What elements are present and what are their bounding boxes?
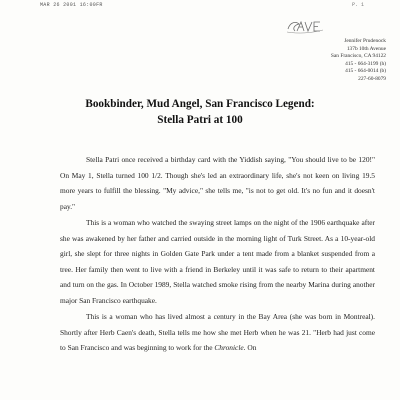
paragraph-1: Stella Patri once received a birthday card with the Yiddish saying, "You should live to be 120!" On May 1, Stella turned 100 1/2. Though she's led an extraordinary life, she's not keen on living 19.5 more years to fulfill the blessing. "My advice," she tells me, "is not to get old. It's no fun and it doesn't pay." xyxy=(60,155,375,211)
paragraph-3-text: This is a woman who has lived almost a century in the Bay Area (she was born in Montreal). Shortly after Herb Caen's death, Stella tells me how she met Herb when he was 21. "Herb had just come to San Francisco and was beginning to work for the xyxy=(60,312,375,352)
contact-name: Jennifer Prudenock xyxy=(344,38,386,44)
contact-phone-business: 415 - 664-0014 (b) xyxy=(345,68,386,75)
contact-block xyxy=(331,38,386,84)
contact-city: San Francisco, CA 94122 xyxy=(330,53,386,60)
paragraph-2: This is a woman who watched the swaying street lamps on the night of the 1906 earthquake after she was awakened by her father and carried outside in the morning light of Turk Street. As a 10-year-old girl, she slept for three nights in Golden Gate Park under a tent made from a blanket suspended from a tree. Her family then went to live with a friend in Berkeley until it was safe to return to their apartment and turn on the gas. In October 1989, Stella watched smoke rising from the nearby Marina during another major San Francisco earthquake. xyxy=(60,218,375,305)
contact-address: 137b 10th Avenue xyxy=(346,45,386,52)
contact-phone-extra: 227-60-8079 xyxy=(358,75,386,82)
fax-page-number: P. 1 xyxy=(352,2,365,8)
fax-header: MAR 26 2001 16:00FR xyxy=(40,2,103,8)
article-title xyxy=(0,97,400,128)
paragraph-3 xyxy=(60,309,375,356)
paragraph-3-publication: Chronicle xyxy=(214,343,244,352)
paragraph-3-end: . On xyxy=(243,343,257,352)
contact-phone-home: 415 - 664-3199 (h) xyxy=(345,60,386,67)
article-body xyxy=(60,152,375,356)
title-line-1: Bookbinder, Mud Angel, San Francisco Legend: xyxy=(85,98,315,110)
handwritten-save-stamp xyxy=(286,18,324,34)
title-line-2: Stella Patri at 100 xyxy=(157,113,243,126)
